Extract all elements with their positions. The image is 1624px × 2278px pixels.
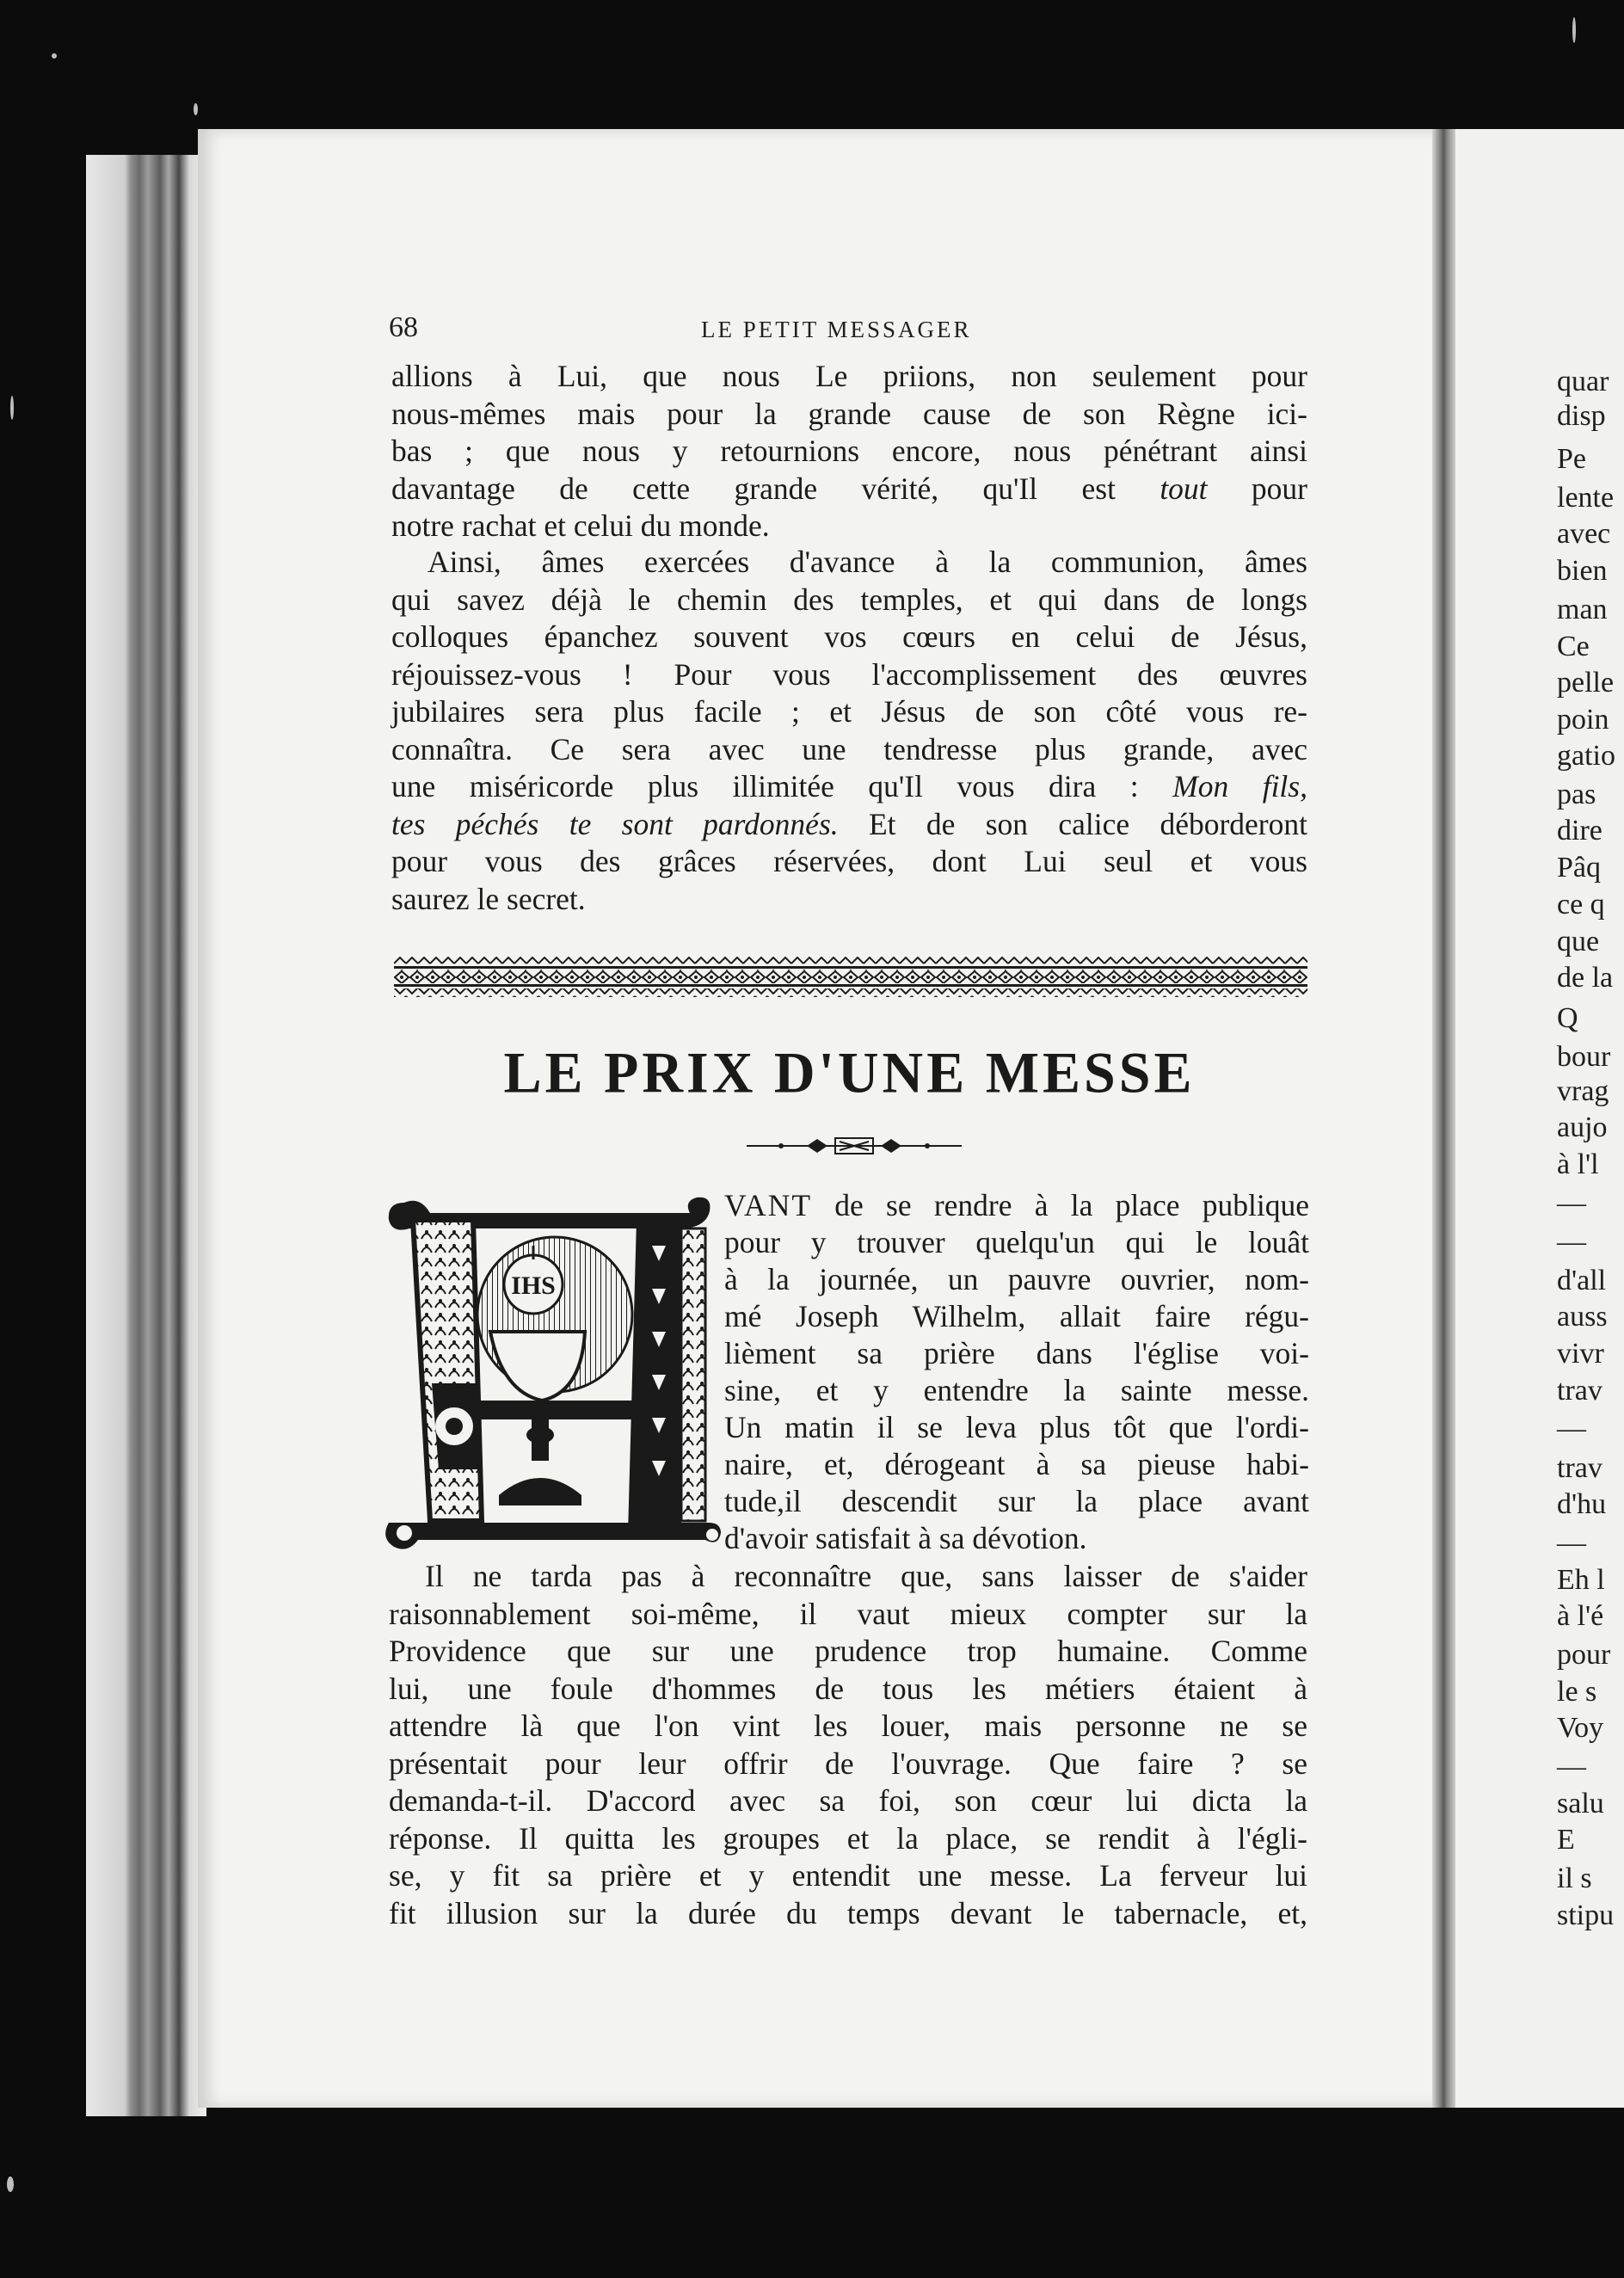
facing-page-text-fragment: de la xyxy=(1557,962,1614,994)
text-line: attendre là que l'on vint les louer, mais personne ne se xyxy=(389,1708,1307,1743)
facing-page-text-fragment: aujo xyxy=(1557,1111,1608,1143)
facing-page-text-fragment: — xyxy=(1557,1187,1586,1219)
facing-page-text-fragment: Pâq xyxy=(1557,852,1601,883)
text-line xyxy=(724,1187,1309,1225)
text-line: réjouissez-vous ! Pour vous l'accomplissement des œuvres xyxy=(391,656,1307,692)
text-segment: Et de son calice déborderont xyxy=(868,806,1307,841)
facing-page-text-fragment: pas xyxy=(1557,779,1596,810)
scan-speck xyxy=(10,396,14,420)
text-line: Un matin il se leva plus tôt que l'ordi- xyxy=(724,1410,1309,1444)
facing-page-text-fragment: — xyxy=(1557,1527,1586,1559)
page-number: 68 xyxy=(389,311,418,343)
text-line: mé Joseph Wilhelm, allait faire régu- xyxy=(724,1299,1309,1333)
facing-page-text-fragment: pour xyxy=(1557,1639,1611,1671)
text-segment: pour xyxy=(1251,471,1307,506)
facing-page-text-fragment: ce q xyxy=(1557,889,1605,920)
facing-page-text-fragment: Q xyxy=(1557,1002,1578,1034)
fleuron-ornament xyxy=(747,1134,962,1158)
facing-page-text-fragment: stipu xyxy=(1557,1899,1615,1931)
book-gutter xyxy=(1432,129,1458,2108)
facing-page-text-fragment: il s xyxy=(1557,1862,1592,1894)
scan-speck xyxy=(1572,17,1576,43)
text-line xyxy=(391,471,1307,508)
text-line: notre rachat et celui du monde. xyxy=(391,508,770,543)
facing-page-text-fragment: avec xyxy=(1557,518,1611,550)
facing-page-text-fragment: E xyxy=(1557,1824,1575,1856)
text-line: connaîtra. Ce sera avec une tendresse plus grande, avec xyxy=(391,731,1307,767)
text-line: présentait pour leur offrir de l'ouvrage. Que faire ? se xyxy=(389,1745,1307,1781)
facing-page-text-fragment: vivr xyxy=(1557,1338,1604,1370)
small-caps-word: VANT xyxy=(724,1188,813,1222)
facing-page-text-fragment: — xyxy=(1557,1751,1586,1782)
article-paragraph xyxy=(389,1558,1307,1932)
facing-page-text-fragment: d'hu xyxy=(1557,1488,1607,1520)
text-line: naire, et, dérogeant à sa pieuse habi- xyxy=(724,1447,1309,1481)
illuminated-dropcap-a-icon xyxy=(378,1185,723,1557)
book-page-edges xyxy=(86,155,206,2116)
facing-page-text-fragment: lente xyxy=(1557,482,1615,514)
text-line: nous-mêmes mais pour la grande cause de son Règne ici- xyxy=(391,396,1307,431)
text-line: à la journée, un pauvre ouvrier, nom- xyxy=(724,1262,1309,1296)
facing-page-text-fragment: poin xyxy=(1557,704,1609,736)
text-line: tude,il descendit sur la place avant xyxy=(724,1484,1309,1518)
text-line: Providence que sur une prudence trop humaine. Comme xyxy=(389,1634,1307,1668)
italic-phrase: tes péchés te sont pardonnés. xyxy=(391,806,839,841)
text-line: qui savez déjà le chemin des temples, et qui dans de longs xyxy=(391,582,1307,617)
text-line: allions à Lui, que nous Le priions, non seulement pour xyxy=(391,359,1307,393)
facing-page-text-fragment: bour xyxy=(1557,1041,1611,1073)
paragraph-2 xyxy=(391,544,1307,918)
facing-page-text-fragment: à l'l xyxy=(1557,1148,1599,1180)
text-segment: une miséricorde plus illimitée qu'Il vous dira : xyxy=(391,769,1139,803)
running-title: LE PETIT MESSAGER xyxy=(701,317,972,342)
text-line: colloques épanchez souvent vos cœurs en celui de Jésus, xyxy=(391,619,1307,654)
facing-page-text-fragment: auss xyxy=(1557,1301,1608,1333)
text-line: jubilaires sera plus facile ; et Jésus de son côté vous re- xyxy=(391,694,1307,729)
text-line xyxy=(391,768,1307,806)
facing-page-text-fragment: pelle xyxy=(1557,667,1615,699)
text-line: Ainsi, âmes exercées d'avance à la communion, âmes xyxy=(428,545,1307,579)
facing-page-text-fragment: quar xyxy=(1557,366,1609,397)
text-line: saurez le secret. xyxy=(391,881,586,916)
facing-page-text-fragment: Eh l xyxy=(1557,1564,1605,1596)
facing-page-text-fragment: d'all xyxy=(1557,1265,1607,1296)
ornamental-divider xyxy=(394,957,1307,998)
text-line: pour vous des grâces réservées, dont Lui seul et vous xyxy=(391,844,1307,878)
facing-page-text-fragment: que xyxy=(1557,926,1600,957)
scan-speck xyxy=(194,103,198,115)
facing-page-text-fragment: vrag xyxy=(1557,1075,1609,1107)
ihs-monogram: IHS xyxy=(511,1271,556,1300)
italic-phrase: Mon fils, xyxy=(1172,769,1307,803)
text-segment: de se rendre à la place publique xyxy=(834,1188,1309,1222)
facing-page-text-fragment: man xyxy=(1557,594,1608,625)
text-line xyxy=(391,806,1307,844)
text-line: raisonnablement soi-même, il vaut mieux compter sur la xyxy=(389,1596,1307,1631)
text-line: d'avoir satisfait à sa dévotion. xyxy=(724,1521,1087,1555)
facing-page-text-fragment: à l'é xyxy=(1557,1600,1604,1632)
text-line: se, y fit sa prière et y entendit une messe. La ferveur lui xyxy=(389,1858,1307,1893)
facing-page xyxy=(1455,129,1624,2108)
facing-page-text-fragment: disp xyxy=(1557,400,1606,432)
paragraph-1 xyxy=(391,358,1307,545)
text-line: sine, et y entendre la sainte messe. xyxy=(724,1373,1309,1407)
text-line: bas ; que nous y retournions encore, nous pénétrant ainsi xyxy=(391,434,1307,468)
text-segment: davantage de cette grande vérité, qu'Il est xyxy=(391,471,1116,506)
facing-page-text-fragment: gatio xyxy=(1557,740,1615,772)
facing-page-text-fragment: le s xyxy=(1557,1676,1597,1708)
facing-page-text-fragment: — xyxy=(1557,1413,1586,1444)
text-line: demanda-t-il. D'accord avec sa foi, son cœur lui dicta la xyxy=(389,1783,1307,1818)
text-line: lui, une foule d'hommes de tous les métiers étaient à xyxy=(389,1671,1307,1706)
italic-word: tout xyxy=(1160,471,1208,506)
facing-page-text-fragment: bien xyxy=(1557,555,1608,587)
facing-page-text-fragment: Ce xyxy=(1557,631,1590,662)
text-line: pour y trouver quelqu'un qui le louât xyxy=(724,1225,1309,1259)
article-title: LE PRIX D'UNE MESSE xyxy=(503,1041,1196,1105)
dropcap-letter: A xyxy=(378,1185,379,1186)
text-line: lièment sa prière dans l'église voi- xyxy=(724,1336,1309,1370)
facing-page-text-fragment: Pe xyxy=(1557,443,1586,475)
facing-page-text-fragment: trav xyxy=(1557,1375,1602,1407)
facing-page-text-fragment: dire xyxy=(1557,815,1602,847)
scan-speck xyxy=(7,2176,14,2192)
facing-page-text-fragment: Voy xyxy=(1557,1712,1604,1744)
scan-speck xyxy=(52,53,57,58)
text-line: Il ne tarda pas à reconnaître que, sans laisser de s'aider xyxy=(425,1559,1307,1593)
text-line: réponse. Il quitta les groupes et la place, se rendit à l'égli- xyxy=(389,1820,1307,1856)
facing-page-text-fragment: salu xyxy=(1557,1788,1604,1819)
facing-page-text-fragment: — xyxy=(1557,1226,1586,1258)
facing-page-text-fragment: trav xyxy=(1557,1452,1602,1484)
text-line: fit illusion sur la durée du temps devant le tabernacle, et, xyxy=(389,1895,1307,1930)
